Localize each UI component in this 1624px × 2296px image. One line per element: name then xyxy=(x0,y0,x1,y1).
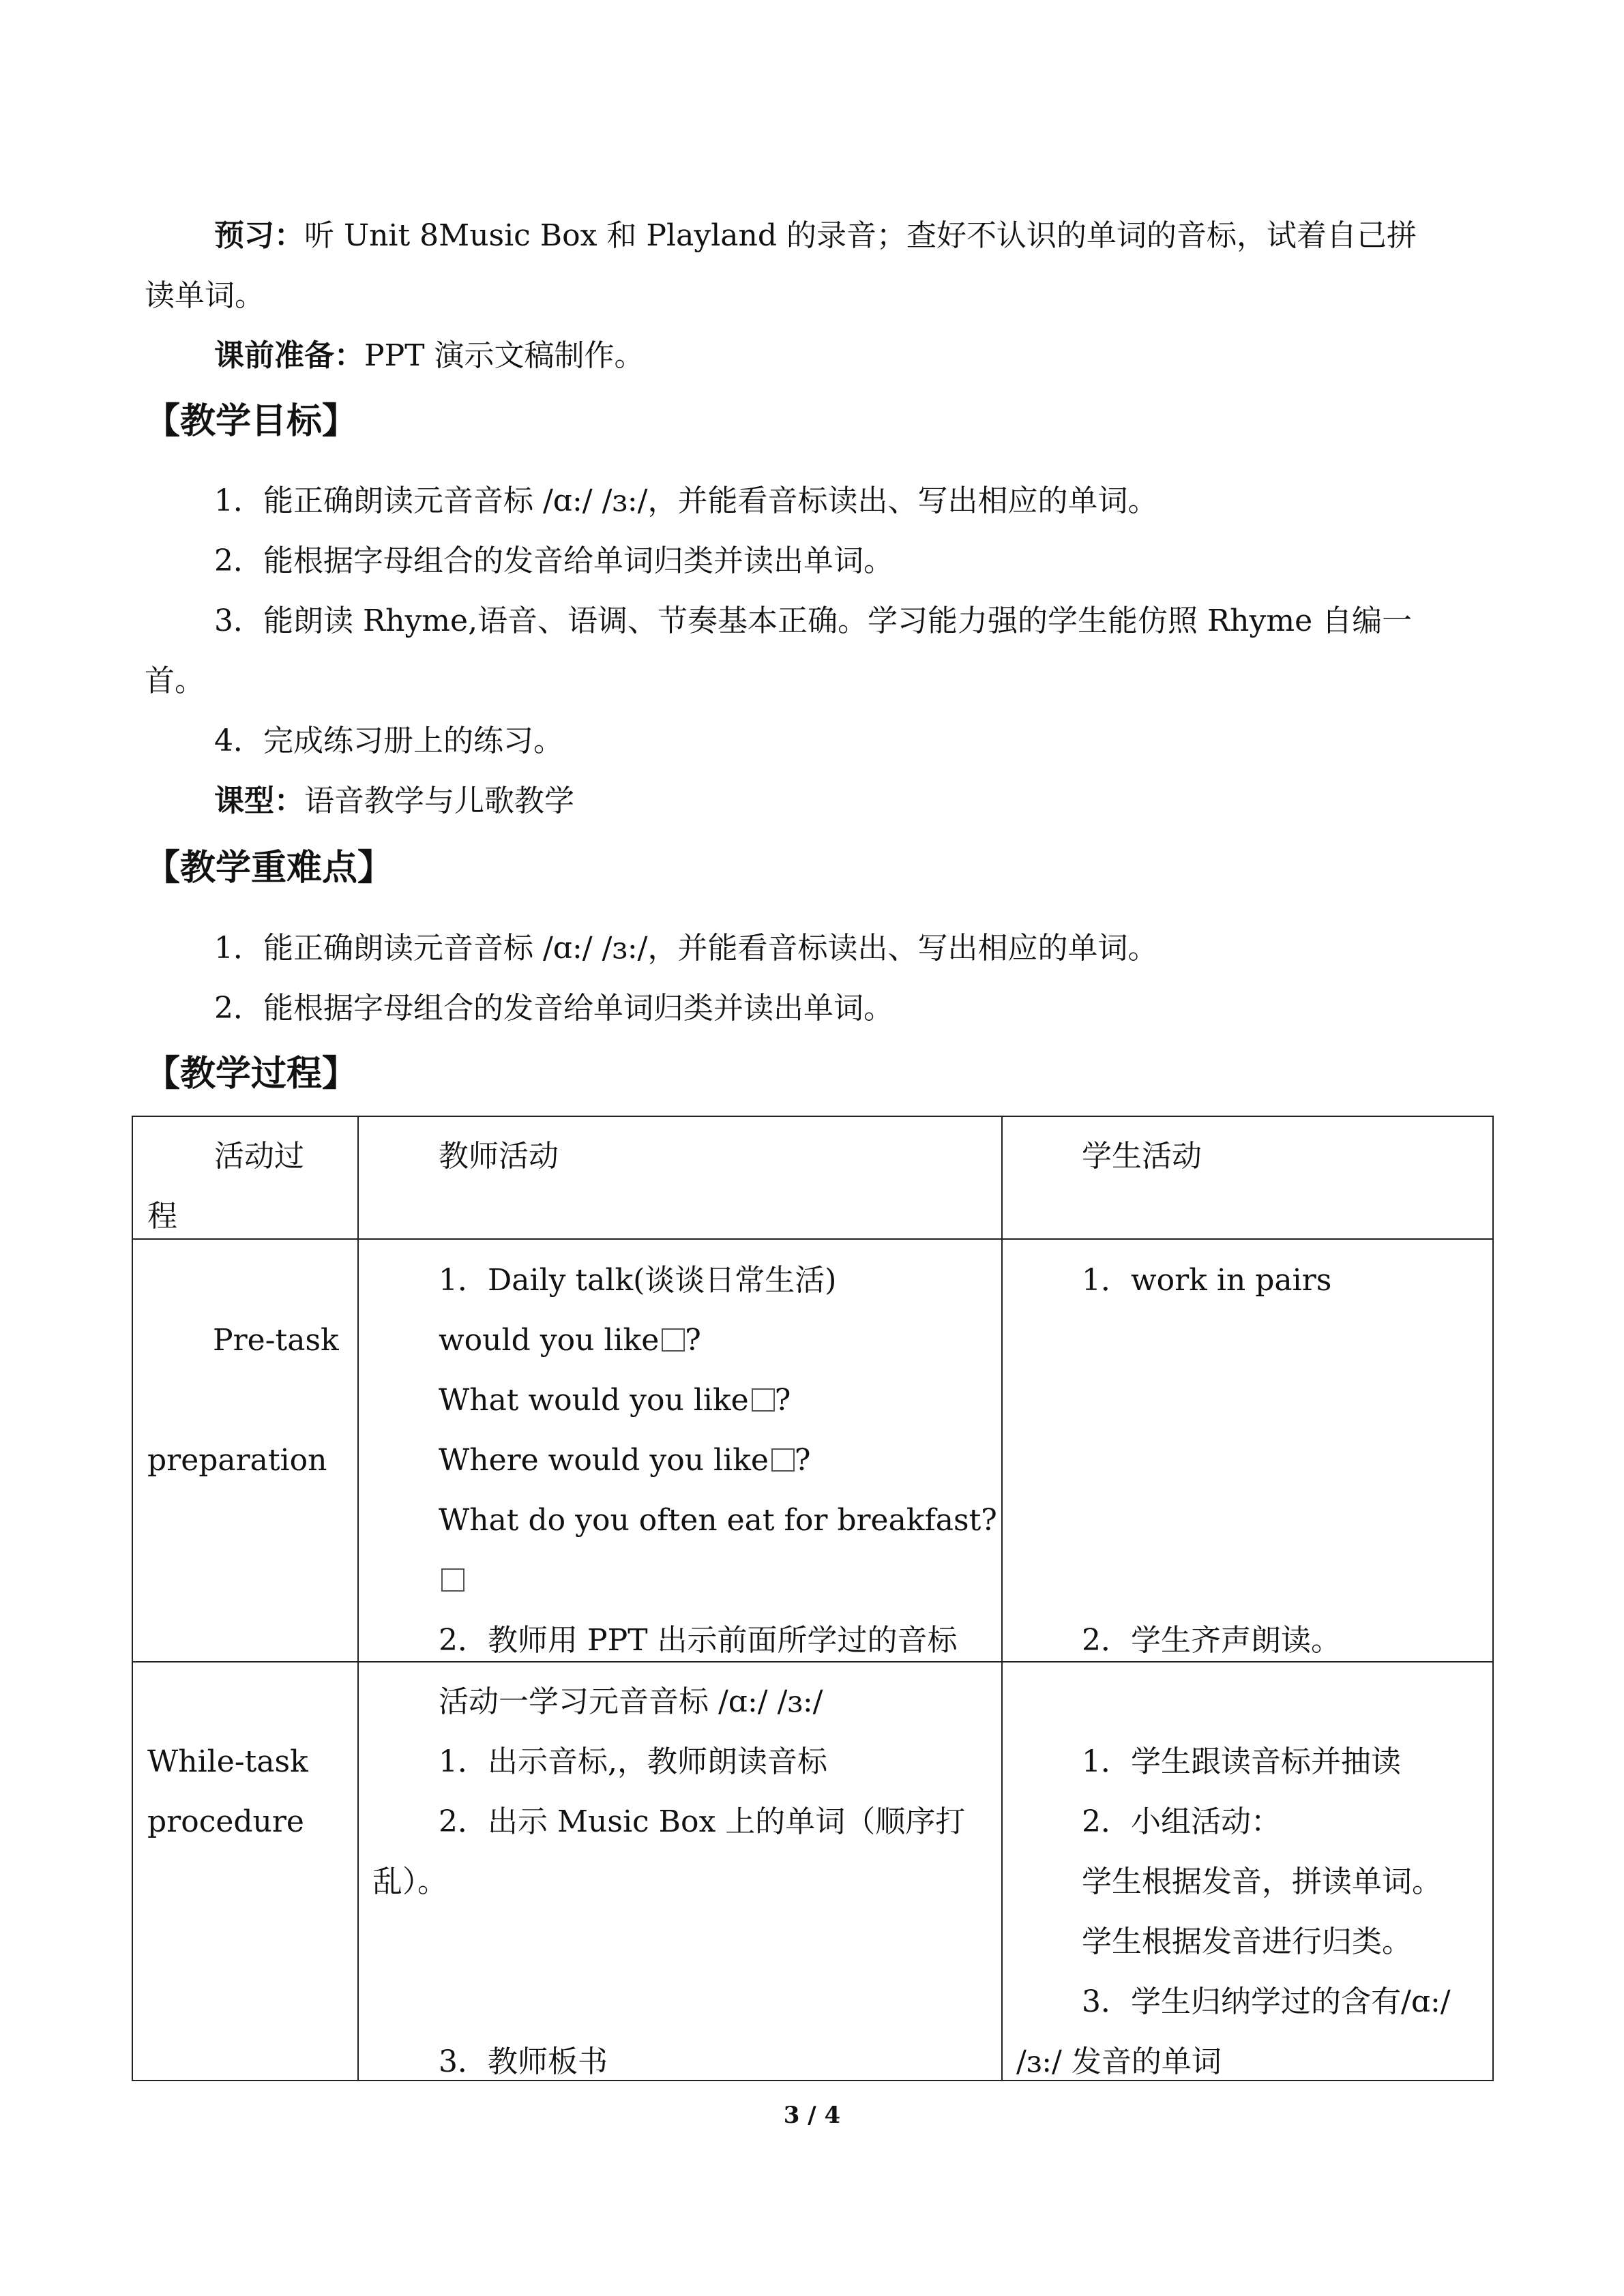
pre-teacher-line: 2．教师用 PPT 出示前面所学过的音标 xyxy=(439,1623,958,1658)
pre-teacher-line xyxy=(439,1371,791,1431)
header-student: 学生活动 xyxy=(1082,1139,1202,1174)
table-header-row xyxy=(132,1116,1493,1239)
while-teacher-line: 1．出示音标,，教师朗读音标 xyxy=(439,1744,827,1779)
while-student-line: 1．学生跟读音标并抽读 xyxy=(1082,1744,1401,1779)
key-points-heading: 【教学重难点】 xyxy=(145,848,394,889)
pre-stage-line-1: Pre-task xyxy=(213,1323,339,1358)
objective-item: 1．能正确朗读元音音标 /ɑ:/ /ɜ:/，并能看音标读出、写出相应的单词。 xyxy=(214,483,1158,518)
pre-teacher-line: 1．Daily talk(谈谈日常生活) xyxy=(439,1263,837,1298)
question-mark: ? xyxy=(794,1443,811,1478)
pre-teacher-text: Where would you like xyxy=(439,1443,769,1478)
preview-label: 预习： xyxy=(214,218,304,253)
while-stage-cell xyxy=(132,1662,358,2081)
missing-glyph-box xyxy=(752,1388,775,1412)
objective-item: 2．能根据字母组合的发音给单词归类并读出单词。 xyxy=(214,543,894,578)
pre-teacher-line: What do you often eat for breakfast? xyxy=(439,1503,997,1538)
header-teacher: 教师活动 xyxy=(439,1139,559,1174)
preview-line-2: 读单词。 xyxy=(145,278,265,313)
pre-teacher-text: would you like xyxy=(439,1323,660,1358)
header-stage-line-1: 活动过 xyxy=(214,1139,304,1174)
lesson-type-line xyxy=(214,771,574,831)
while-student-line: 3．学生归纳学过的含有/ɑ:/ xyxy=(1082,1984,1451,2019)
key-point-item: 1．能正确朗读元音音标 /ɑ:/ /ɜ:/，并能看音标读出、写出相应的单词。 xyxy=(214,931,1158,966)
prep-label: 课前准备： xyxy=(214,338,364,373)
pre-teacher-text: What would you like xyxy=(439,1383,749,1418)
pre-teacher-line xyxy=(439,1551,464,1611)
prep-line xyxy=(214,326,645,386)
objective-item: 4．完成练习册上的练习。 xyxy=(214,724,563,758)
while-teacher-line: 乱）。 xyxy=(372,1864,447,1899)
pre-stage-line-2: preparation xyxy=(147,1443,327,1478)
while-student-line: 学生根据发音进行归类。 xyxy=(1082,1924,1412,1959)
process-heading: 【教学过程】 xyxy=(145,1054,358,1094)
while-teacher-line: 2．出示 Music Box 上的单词（顺序打 xyxy=(439,1804,966,1839)
missing-glyph-box xyxy=(771,1448,795,1472)
key-point-item: 2．能根据字母组合的发音给单词归类并读出单词。 xyxy=(214,991,894,1026)
lesson-type-text: 语音教学与儿歌教学 xyxy=(304,784,574,818)
missing-glyph-box xyxy=(662,1328,685,1352)
preview-text: 听 Unit 8Music Box 和 Playland 的录音；查好不认识的单词的音标，试着自己拼 xyxy=(304,218,1417,253)
prep-text: PPT 演示文稿制作。 xyxy=(364,338,645,373)
while-student-line: 2．小组活动： xyxy=(1082,1804,1281,1839)
missing-glyph-box xyxy=(441,1568,464,1592)
preview-line-1 xyxy=(214,206,1417,266)
while-teacher-line: 3．教师板书 xyxy=(439,2044,608,2079)
question-mark: ? xyxy=(774,1383,791,1418)
pre-student-line: 2．学生齐声朗读。 xyxy=(1082,1623,1341,1658)
pre-teacher-line xyxy=(439,1431,811,1491)
pre-student-line: 1．work in pairs xyxy=(1082,1263,1332,1298)
page-number: 3 / 4 xyxy=(783,2102,841,2129)
header-stage-line-2: 程 xyxy=(147,1199,177,1234)
objectives-heading: 【教学目标】 xyxy=(145,401,358,442)
while-student-line: 学生根据发音，拼读单词。 xyxy=(1082,1864,1442,1899)
lesson-type-label: 课型： xyxy=(214,784,304,818)
question-mark: ? xyxy=(685,1323,701,1358)
while-stage-line-2: procedure xyxy=(147,1804,304,1839)
objective-item-cont: 首。 xyxy=(145,664,205,698)
objective-item: 3．能朗读 Rhyme,语音、语调、节奏基本正确。学习能力强的学生能仿照 Rhyme 自编一 xyxy=(214,603,1413,638)
while-stage-line-1: While-task xyxy=(147,1744,308,1779)
header-student-cell xyxy=(1002,1116,1493,1239)
while-student-line: /ɜ:/ 发音的单词 xyxy=(1016,2044,1222,2079)
while-teacher-line: 活动一学习元音音标 /ɑ:/ /ɜ:/ xyxy=(439,1684,823,1719)
pre-teacher-line xyxy=(439,1311,701,1371)
